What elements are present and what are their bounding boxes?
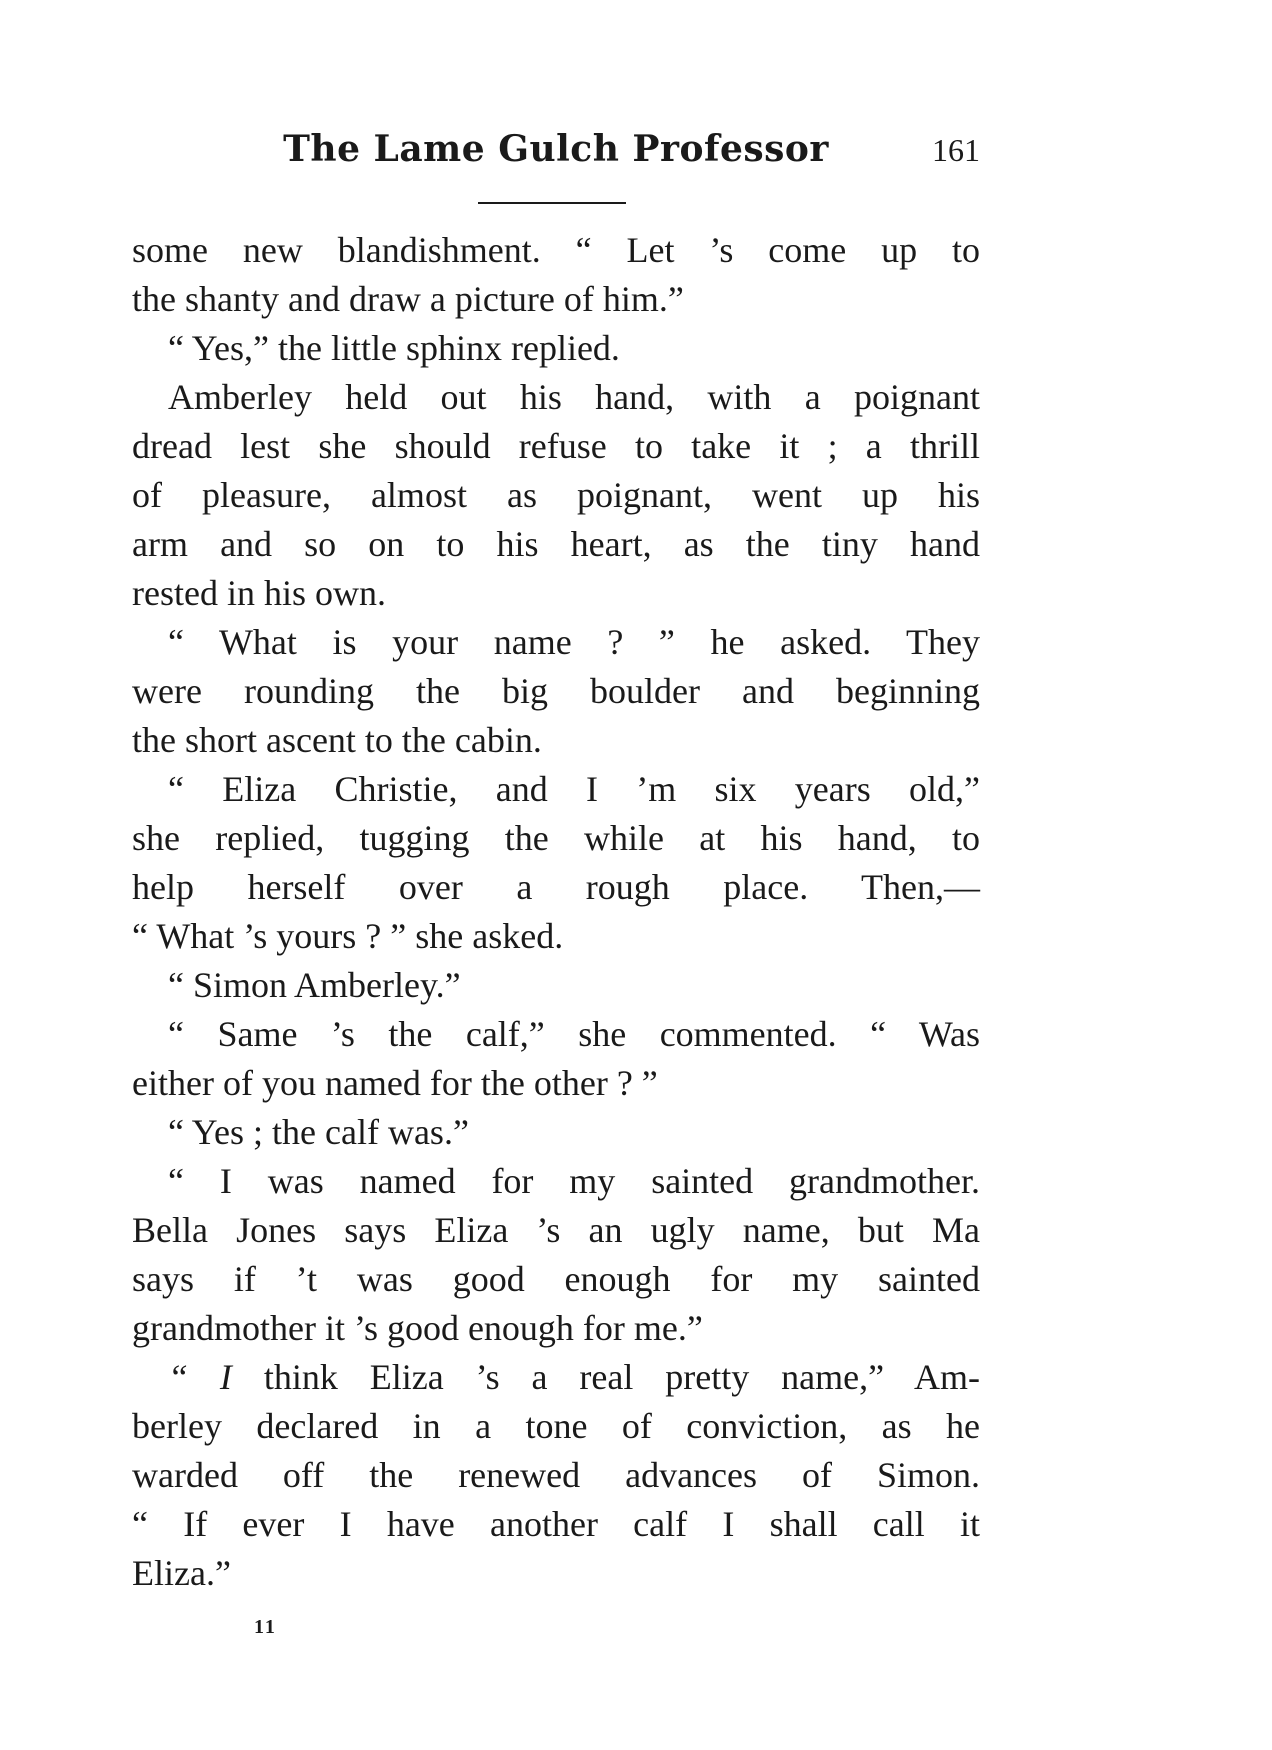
text-line: arm and so on to his heart, as the tiny hand [132,524,980,564]
text-line: “ Same ’s the calf,” she commented. “ Was [168,1014,980,1054]
text-line: Bella Jones says Eliza ’s an ugly name, but Ma [132,1210,980,1250]
text-line: “ What ’s yours ? ” she asked. [132,916,564,956]
signature-mark: 11 [254,1616,277,1638]
text-line: Eliza.” [132,1553,231,1593]
text-line: “ Eliza Christie, and I ’m six years old,” [168,769,980,809]
text-line: warded off the renewed advances of Simon. [132,1455,980,1495]
running-header [132,128,980,188]
text-line: some new blandishment. “ Let ’s come up to [132,230,980,270]
text-line [132,1353,980,1402]
text-line-rest: think Eliza ’s a real pretty name,” Am- [263,1357,981,1397]
text-line: either of you named for the other ? ” [132,1063,658,1103]
text-line: says if ’t was good enough for my sainted [132,1259,980,1299]
text-line: berley declared in a tone of conviction, as he [132,1406,980,1446]
text-line: help herself over a rough place. Then,— [132,867,980,907]
page-number: 161 [932,132,980,168]
text-line: she replied, tugging the while at his hand, to [132,818,980,858]
page-body [132,226,980,1598]
text-line: Amberley held out his hand, with a poignant [168,377,980,417]
text-line: “ What is your name ? ” he asked. They [168,622,980,662]
text-line: “ If ever I have another calf I shall call it [132,1504,980,1544]
text-line: the short ascent to the cabin. [132,720,542,760]
text-line: rested in his own. [132,573,386,613]
text-line: the shanty and draw a picture of him.” [132,279,684,319]
text-line: “ Yes ; the calf was.” [168,1112,469,1152]
running-title: The Lame Gulch Professor [283,128,829,170]
text-line: were rounding the big boulder and beginning [132,671,980,711]
text-line: “ Yes,” the little sphinx replied. [168,328,620,368]
text-line: “ I was named for my sainted grandmother. [168,1161,980,1201]
text-line: of pleasure, almost as poignant, went up his [132,475,980,515]
italic-lead: “ I [168,1357,232,1397]
text-line: grandmother it ’s good enough for me.” [132,1308,703,1348]
text-line: “ Simon Amberley.” [168,965,461,1005]
text-line: dread lest she should refuse to take it ; a thrill [132,426,980,466]
header-rule [478,202,626,204]
